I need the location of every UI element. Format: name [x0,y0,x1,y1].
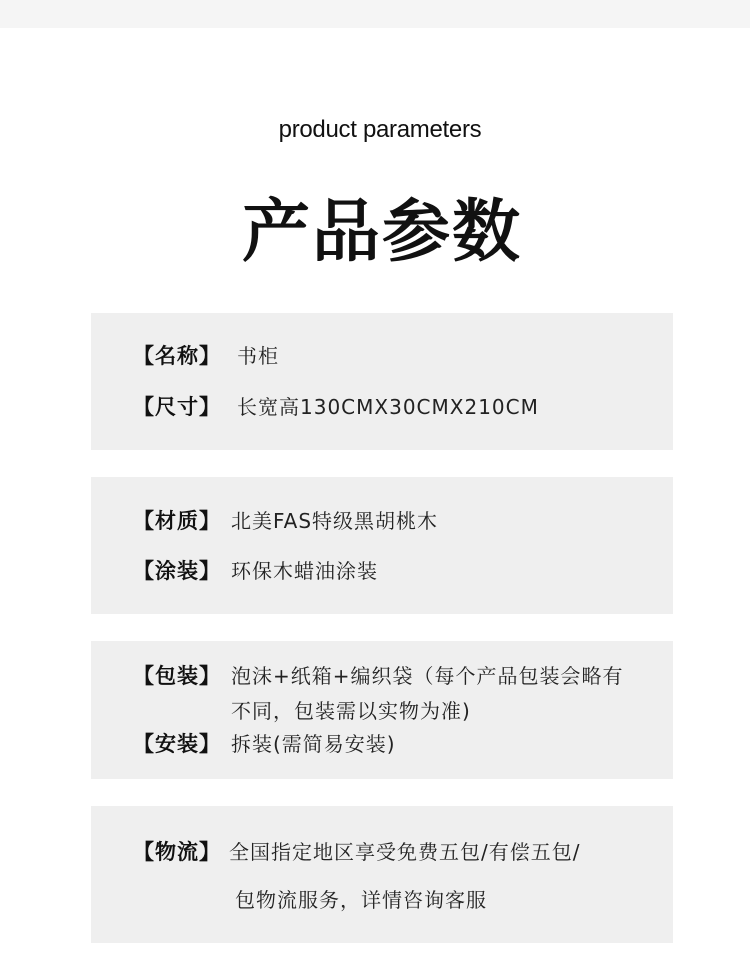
param-value-continued: 不同，包装需以实物为准) [231,699,471,723]
param-label: 【物流】 [133,840,221,864]
param-value: 全国指定地区享受免费五包/有偿五包/ [229,840,581,864]
param-card-material [91,477,673,614]
param-label: 【尺寸】 [133,395,221,419]
param-label: 【名称】 [133,344,221,368]
page-title: 产品参数 [241,193,522,272]
param-value: 拆装(需简易安装) [231,732,396,756]
param-card-basic [91,313,673,450]
param-label: 【涂装】 [133,559,221,583]
param-card-logistics [91,806,673,943]
param-value: 长宽高130CMX30CMX210CM [237,395,539,419]
param-value: 北美FAS特级黑胡桃木 [231,509,439,533]
param-value: 泡沫+纸箱+编织袋（每个产品包装会略有 [231,664,624,688]
subtitle: product parameters [278,116,482,143]
param-value: 环保木蜡油涂装 [231,559,378,583]
param-label: 【包装】 [133,664,221,688]
param-value: 书柜 [237,344,279,368]
top-strip [0,0,750,28]
param-label: 【安装】 [133,732,221,756]
param-label: 【材质】 [133,509,221,533]
param-value-continued: 包物流服务，详情咨询客服 [235,888,487,912]
param-card-packaging [91,641,673,779]
